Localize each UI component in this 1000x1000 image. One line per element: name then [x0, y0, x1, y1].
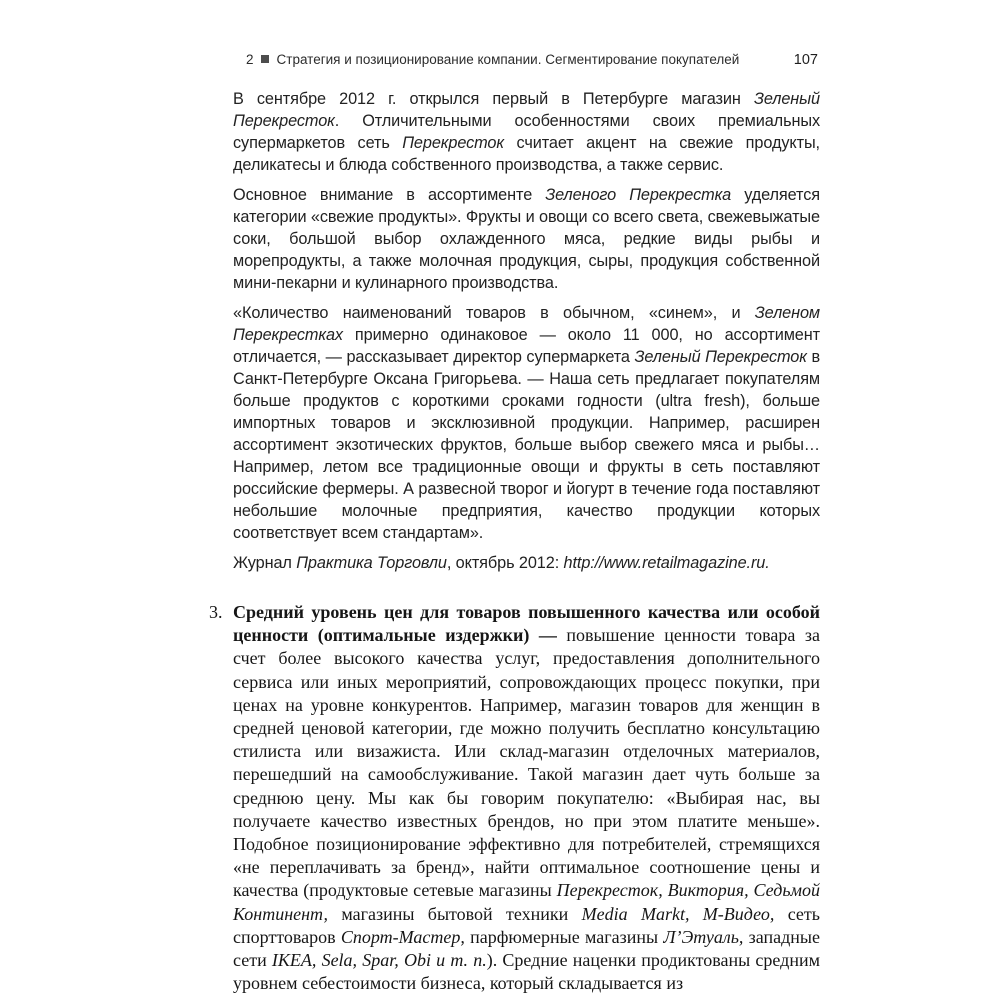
page-number: 107: [793, 52, 818, 68]
case-study-paragraph-1: В сентябре 2012 г. открылся первый в Петербурге магазин Зеленый Перекресток. Отличительными особенностями своих премиальных супермаркетов сеть Перекресток считает акцент на свежие продукты, деликатесы и блюда собственного производства, а также сервис.: [233, 90, 820, 174]
list-item-text: Средний уровень цен для товаров повышенного качества или особой ценности (оптимальные издержки) — повышение ценности товара за счет более высокого качества услуг, предоставления дополнительного сервиса или иных мероприятий, сопровождающих процесс покупки, при ценах на уровне конкурентов. Например, магазин товаров для женщин в средней ценовой категории, где можно получить бесплатно консультацию стилиста или визажиста. Или склад-магазин отделочных материалов, перешедший на самообслуживание. Такой магазин дает чуть больше за среднюю цену. Мы как бы говорим покупателю: «Выбирая нас, вы получаете качество известных брендов, но при этом платите меньше». Подобное позиционирование эффективно для потребителей, стремящихся «не переплачивать за бренд», найти оптимальное соотношение цены и качества (продуктовые сетевые магазины Перекресток, Виктория, Седьмой Континент, магазины бытовой техники Media Markt, М-Видео, сеть спорттоваров Спорт-Мастер, парфюмерные магазины Л’Этуаль, западные сети IKEA, Sela, Spar, Obi и т. п.). Средние наценки продиктованы средним уровнем себестоимости бизнеса, который складывается из: [233, 602, 821, 994]
numbered-list-item-3: [209, 601, 821, 995]
page-body: [209, 88, 821, 995]
case-study-block: [233, 88, 820, 574]
chapter-number: 2: [246, 52, 254, 67]
page-header: [246, 51, 818, 69]
source-citation: Журнал Практика Торговли, октябрь 2012: http://www.retailmagazine.ru.: [233, 554, 770, 572]
case-study-paragraph-3: «Количество наименований товаров в обычном, «синем», и Зеленом Перекрестках примерно одинаковое — около 11 000, но ассортимент отличается, — рассказывает директор супермаркета Зеленый Перекресток в Санкт-Петербурге Оксана Григорьева. — Наша сеть предлагает покупателям больше продуктов с короткими сроками годности (ultra fresh), больше импортных товаров и эксклюзивной продукции. Например, расширен ассортимент экзотических фруктов, больше выбор свежего мяса и рыбы… Например, летом все традиционные овощи и фрукты в сеть поставляют российские фермеры. А развесной творог и йогурт в течение года поставляют небольшие молочные предприятия, качество продукции которых соответствует всем стандартам».: [233, 304, 820, 542]
case-study-paragraph-2: Основное внимание в ассортименте Зеленого Перекрестка уделяется категории «свежие продукты». Фрукты и овощи со всего света, свежевыжатые соки, большой выбор охлажденного мяса, редкие виды рыбы и морепродукты, а также молочная продукция, сыры, продукция собственной мини-пекарни и кулинарного производства.: [233, 186, 820, 292]
square-bullet-icon: [261, 55, 269, 63]
running-title: Стратегия и позиционирование компании. Сегментирование покупателей: [276, 52, 740, 67]
list-item-number: 3.: [209, 602, 223, 622]
